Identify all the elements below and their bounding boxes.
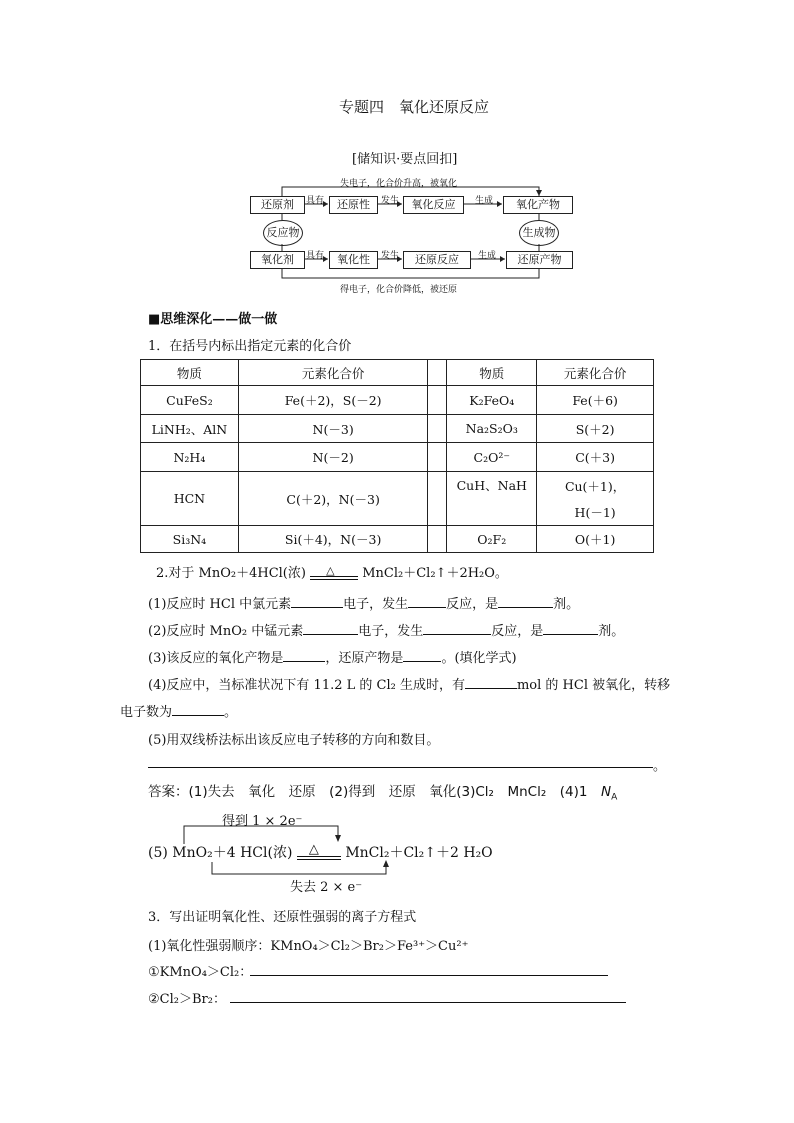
table-header: 元素化合价 <box>537 360 654 386</box>
text: 电子，发生 <box>343 597 409 612</box>
table-cell: S(＋2) <box>537 415 654 443</box>
q2-part4 <box>148 674 670 693</box>
text: 剂。 <box>553 597 580 612</box>
answer-blank[interactable] <box>403 649 441 662</box>
table-cell: CuH、NaH <box>447 472 537 526</box>
text: (4)反应中，当标准状况下有 11.2 L 的 Cl₂ 生成时，有 <box>148 678 465 693</box>
heat-condition <box>310 564 358 577</box>
triangle-icon: △ <box>308 842 319 857</box>
q2-part1 <box>148 593 579 612</box>
table-spacer <box>428 360 447 386</box>
triangle-icon: △ <box>326 564 335 577</box>
link-label-generate-2: 生成 <box>478 251 497 261</box>
table-row <box>141 415 654 443</box>
answer-blank[interactable] <box>283 649 325 662</box>
eq-lhs: (5) MnO₂＋4 HCl(浓) <box>148 845 293 861</box>
top-label: 失电子，化合价升高，被氧化 <box>340 179 458 189</box>
table-row <box>141 526 654 553</box>
table-header: 物质 <box>141 360 239 386</box>
table-cell: C(＋2)，N(－3) <box>238 472 428 526</box>
box-reductant: 还原剂 <box>250 196 305 214</box>
q3-item2: ②Cl₂＞Br₂： <box>148 992 226 1007</box>
link-label-generate: 生成 <box>475 196 494 206</box>
text: 电子数为 <box>120 705 173 720</box>
equal-sign <box>297 856 341 860</box>
q2-equation <box>156 562 508 581</box>
q3-order: (1)氧化性强弱顺序：KMnO₄＞Cl₂＞Br₂＞Fe³⁺＞Cu²⁺ <box>148 939 469 954</box>
link-label-have: 具有 <box>306 196 325 206</box>
table-header-row <box>141 360 654 386</box>
q2-part5: (5)用双线桥法标出该反应电子转移的方向和数目。 <box>148 733 440 748</box>
table-cell: Na₂S₂O₃ <box>447 415 537 443</box>
box-reducibility: 还原性 <box>329 196 378 214</box>
q3-item1: ①KMnO₄＞Cl₂： <box>148 965 253 980</box>
table-cell-line: H(－1) <box>574 504 616 520</box>
oval-reactants: 反应物 <box>263 220 303 246</box>
text: ，还原产物是 <box>325 651 404 666</box>
bridge-equation <box>148 842 493 862</box>
table-row <box>141 443 654 472</box>
box-oxidant: 氧化剂 <box>250 251 305 269</box>
q2-intro: 2.对于 MnO₂＋4HCl(浓) <box>156 566 306 581</box>
q1-title: 1．在括号内标出指定元素的化合价 <box>148 339 352 354</box>
answer-blank[interactable] <box>498 595 553 608</box>
q2-intro-rhs: MnCl₂＋Cl₂↑＋2H₂O。 <box>362 566 508 581</box>
table-cell <box>537 472 654 526</box>
answer-blank[interactable] <box>543 622 598 635</box>
table-cell: Fe(＋2)，S(－2) <box>238 386 428 415</box>
table-cell: Fe(＋6) <box>537 386 654 415</box>
text: (3)该反应的氧化产物是 <box>148 651 284 666</box>
bottom-label: 得电子，化合价降低，被还原 <box>340 285 458 295</box>
table-cell: N(－3) <box>238 415 428 443</box>
table-header: 元素化合价 <box>238 360 428 386</box>
answer-blank[interactable] <box>291 595 343 608</box>
subsection-title: ■思维深化——做一做 <box>148 312 278 327</box>
q3-title: 3．写出证明氧化性、还原性强弱的离子方程式 <box>148 910 417 925</box>
table-cell: Si(＋4)，N(－3) <box>238 526 428 553</box>
table-cell: CuFeS₂ <box>141 386 239 415</box>
eq-rhs: MnCl₂＋Cl₂↑＋2 H₂O <box>345 845 493 861</box>
table-cell: LiNH₂、AlN <box>141 415 239 443</box>
box-oxidizability: 氧化性 <box>329 251 378 269</box>
table-cell: N₂H₄ <box>141 443 239 472</box>
q2-part4-cont <box>120 701 237 720</box>
answer-line-period: 。 <box>653 759 667 774</box>
answer-blank[interactable] <box>172 703 224 716</box>
table-row <box>141 472 654 526</box>
text: 反应，是 <box>446 597 499 612</box>
valence-table <box>140 359 654 553</box>
table-spacer <box>428 526 447 553</box>
text: (1)反应时 HCl 中氯元素 <box>148 597 292 612</box>
oval-products: 生成物 <box>519 220 559 246</box>
text: 剂。 <box>598 624 625 639</box>
table-cell: O₂F₂ <box>447 526 537 553</box>
table-spacer <box>428 386 447 415</box>
table-spacer <box>428 415 447 443</box>
text: 答案：(1)失去 氧化 还原 (2)得到 还原 氧化(3)Cl₂ MnCl₂ (4)1 <box>148 784 601 800</box>
section-header: [储知识·要点回扣] <box>352 152 458 167</box>
text: A <box>611 792 618 803</box>
q3-item2-line[interactable] <box>230 1002 626 1003</box>
table-cell: HCN <box>141 472 239 526</box>
text: 电子，发生 <box>358 624 424 639</box>
text: 。 <box>224 705 238 720</box>
table-cell: C₂O²⁻ <box>447 443 537 472</box>
text: 。(填化学式) <box>441 651 517 666</box>
table-cell: K₂FeO₄ <box>447 386 537 415</box>
table-header: 物质 <box>447 360 537 386</box>
q3-item1-line[interactable] <box>250 975 608 976</box>
heat-condition-2 <box>297 842 341 857</box>
text: (2)反应时 MnO₂ 中锰元素 <box>148 624 304 639</box>
box-oxidation-product: 氧化产物 <box>503 196 573 214</box>
page-title: 专题四 氧化还原反应 <box>339 98 490 116</box>
table-spacer <box>428 443 447 472</box>
table-cell: Si₃N₄ <box>141 526 239 553</box>
lose-label: 失去 2 × e⁻ <box>290 880 363 895</box>
table-row <box>141 386 654 415</box>
table-cell: C(＋3) <box>537 443 654 472</box>
table-spacer <box>428 472 447 526</box>
table-cell-line: Cu(＋1)， <box>564 478 626 494</box>
answer-line-5[interactable] <box>148 767 653 768</box>
answer-blank[interactable] <box>303 622 358 635</box>
table-cell: N(－2) <box>238 443 428 472</box>
link-label-undergo-2: 发生 <box>381 251 400 261</box>
table-cell: O(＋1) <box>537 526 654 553</box>
box-oxidation-reaction: 氧化反应 <box>403 196 464 214</box>
q2-part3 <box>148 647 517 666</box>
box-reduction-product: 还原产物 <box>506 251 573 269</box>
link-label-have-2: 具有 <box>306 251 325 261</box>
link-label-undergo: 发生 <box>381 196 400 206</box>
text: N <box>600 784 612 800</box>
text: mol 的 HCl 被氧化，转移 <box>516 678 671 693</box>
text: 反应，是 <box>491 624 544 639</box>
gain-label: 得到 1 × 2e⁻ <box>222 814 303 829</box>
answer-blank[interactable] <box>423 622 491 635</box>
answer-blank[interactable] <box>408 595 446 608</box>
box-reduction-reaction: 还原反应 <box>403 251 471 269</box>
q2-part2 <box>148 620 624 639</box>
answer-blank[interactable] <box>465 676 517 689</box>
